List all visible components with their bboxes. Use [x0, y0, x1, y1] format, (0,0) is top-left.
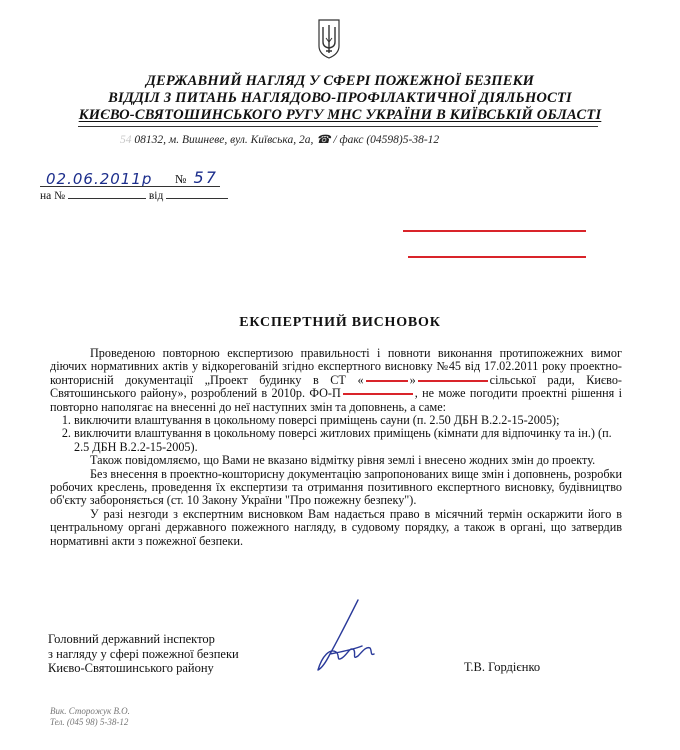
signatory-position [48, 632, 239, 676]
reference-row [40, 188, 228, 202]
header-divider [78, 126, 598, 127]
position-line3: Києво-Святошинського району [48, 661, 214, 675]
paragraph-1-text-d: , не може погодити проектні рішення і повторно наполягає на внесенні до неї наступних змін та доповнень, а саме: [50, 386, 622, 414]
document-body [50, 347, 622, 548]
coat-of-arms-icon [316, 18, 342, 60]
org-address [120, 132, 439, 146]
paragraph-1-text-c: сільської ради, Києво-Святошинського району», розроблений в 2010р. ФО-П [50, 372, 622, 401]
redacted-project-name [366, 380, 408, 383]
reference-date-blank [166, 188, 228, 199]
executor-name: Вик. Сторожук В.О. [50, 706, 130, 716]
address-prefix: 54 [120, 134, 132, 146]
redacted-developer-name [343, 393, 413, 396]
org-name-line1: ДЕРЖАВНИЙ НАГЛЯД У СФЕРІ ПОЖЕЖНОЇ БЕЗПЕКИ [145, 73, 535, 89]
registration-number-label: № [175, 172, 187, 186]
registration-line [40, 186, 220, 187]
redacted-addressee-line1 [403, 230, 586, 232]
redacted-addressee-line2 [408, 256, 586, 258]
paragraph-1-text-b: » [409, 372, 416, 387]
org-name-line3: КИЄВО-СВЯТОШИНСЬКОГО РУГУ МНС УКРАЇНИ В КИЇВСЬКІЙ ОБЛАСТІ [78, 107, 602, 123]
paragraph-1 [50, 347, 622, 414]
reference-number-blank [68, 188, 146, 199]
document-title: ЕКСПЕРТНИЙ ВИСНОВОК [239, 315, 441, 330]
requirements-list [50, 414, 622, 454]
executor-info [50, 706, 130, 728]
paragraph-4: У разі незгоди з експертним висновком Вам надається право в місячний термін оскаржити його в центральному органі державного пожежного нагляду, в судовому порядку, а також в органі, що затвердив нормативні акти з пожежної безпеки. [50, 506, 622, 548]
list-item: 1. виключити влаштування в цокольному поверсі приміщень сауни (п. 2.50 ДБН В.2.2-15-2005); [74, 414, 622, 427]
list-item: 2. виключити влаштування в цокольному поверсі житлових приміщень (кімнати для відпочинку та ін.) (п. 2.5 ДБН В.2.2-15-2005). [74, 427, 622, 454]
redacted-council-name [418, 380, 488, 383]
paragraph-1-text-a: Проведеною повторною експертизою правильності і повноти виконання протипожежних вимог діючих нормативних актів у відкорегованій згідно експертного висновку №45 від 17.02.2011 року проектно-конторисній документації „Проект будинку в СТ « [50, 346, 622, 387]
address-text: 08132, м. Вишневе, вул. Київська, 2а, ☎ / факс (04598)5-38-12 [134, 134, 440, 146]
paragraph-3: Без внесення в проектно-кошторисну документацію запропонованих вище змін і доповнень, розробки робочих креслень, проведення їх експертизи та отримання позитивного експертного висновку, будівництво об'єкту забороняється (ст. 10 Закону України "Про пожежну безпеку"). [50, 466, 622, 508]
handwritten-signature [300, 596, 390, 676]
registration-number-row [175, 168, 218, 187]
org-name-line2: ВІДДІЛ З ПИТАНЬ НАГЛЯДОВО-ПРОФІЛАКТИЧНОЇ ДІЯЛЬНОСТІ [108, 90, 572, 106]
reference-on-label: на № [40, 190, 66, 202]
position-line2: з нагляду у сфері пожежної безпеки [48, 646, 239, 661]
registration-number: 57 [193, 168, 218, 187]
paragraph-2: Також повідомляємо, що Вами не вказано відмітку рівня землі і внесено жодних змін до проекту. [90, 453, 596, 468]
position-line1: Головний державний інспектор [48, 632, 215, 646]
executor-phone: Тел. (045 98) 5-38-12 [50, 717, 129, 727]
registration-date: 02.06.2011р [46, 170, 153, 188]
signatory-name: Т.В. Гордієнко [464, 660, 541, 674]
reference-from-label: від [148, 190, 164, 202]
